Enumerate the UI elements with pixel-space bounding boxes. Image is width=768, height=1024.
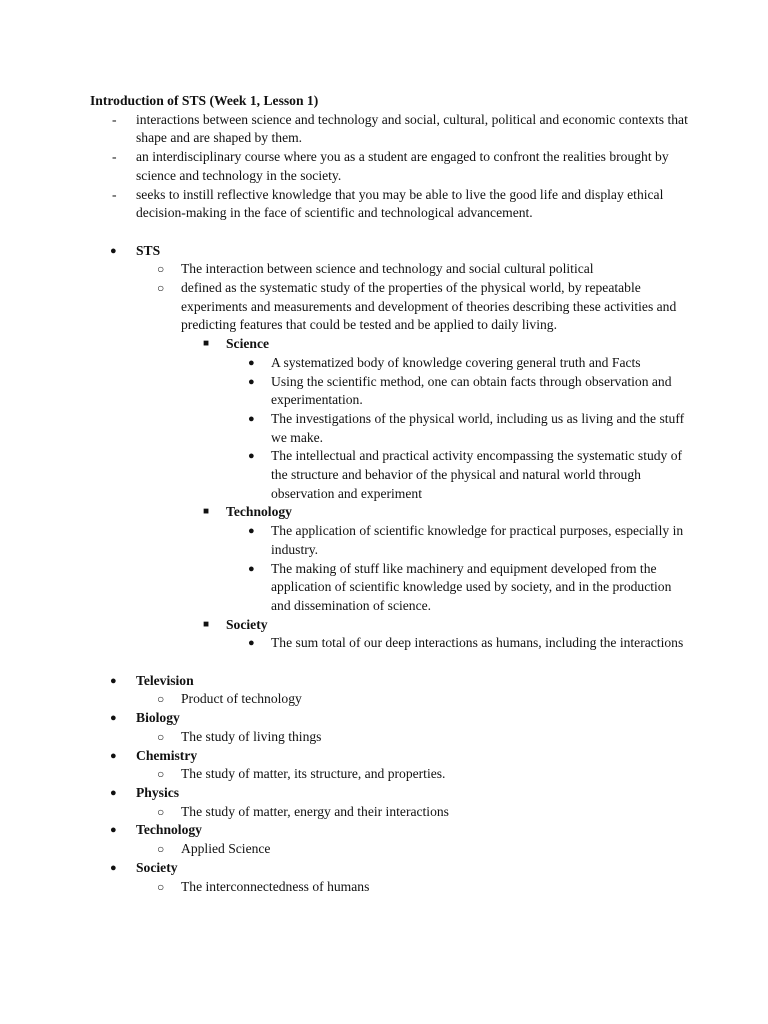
term-item (90, 747, 690, 784)
definition-item (136, 279, 690, 653)
term-label: Technology (136, 822, 202, 838)
definition-item (136, 260, 690, 279)
term-definition-text: The study of matter, energy and their interactions (181, 803, 449, 819)
society-points (226, 634, 690, 653)
bullet-marker: ● (248, 450, 255, 463)
term-label: Society (136, 859, 178, 875)
bullet-marker: ● (248, 375, 255, 388)
spacer (90, 653, 690, 672)
term-definition (136, 728, 690, 747)
bullet-marker: ● (248, 562, 255, 575)
circle-marker: ○ (157, 281, 165, 296)
bullet-marker: ● (110, 786, 117, 799)
term-definition-list (136, 690, 690, 709)
term-definition-list (136, 803, 690, 822)
point-item (226, 354, 690, 373)
point-item (226, 373, 690, 410)
section-science (181, 335, 690, 503)
bullet-marker: ● (248, 525, 255, 538)
point-text: The application of scientific knowledge for practical purposes, especially in industry. (271, 523, 684, 557)
terms-list (90, 672, 690, 896)
intro-text: interactions between science and technology and social, cultural, political and economic contexts that shape and are shaped by them. (136, 111, 688, 146)
spacer (90, 223, 690, 242)
bullet-marker: ● (110, 244, 117, 257)
intro-item (90, 148, 690, 185)
term-definition (136, 690, 690, 709)
point-text: Using the scientific method, one can obtain facts through observation and experimentation. (271, 373, 672, 408)
point-text: The investigations of the physical world, including us as living and the stuff we make. (271, 410, 685, 445)
science-points (226, 354, 690, 504)
term-definition-text: Product of technology (181, 691, 302, 707)
definition-text: defined as the systematic study of the properties of the physical world, by repeatable experiments and measurements and development of theories describing these activities and predicting features that could be tested and be applied to daily living. (181, 280, 677, 333)
definition-text: The interaction between science and technology and social cultural political (181, 261, 594, 277)
term-label: Biology (136, 710, 180, 726)
document-title: Introduction of STS (Week 1, Lesson 1) (90, 93, 319, 108)
point-item (226, 410, 690, 447)
bullet-marker: ● (110, 861, 117, 874)
section-technology (181, 503, 690, 615)
term-label: Physics (136, 784, 180, 800)
term-definition (136, 803, 690, 822)
intro-list (90, 111, 690, 223)
intro-text: an interdisciplinary course where you as a student are engaged to confront the realities brought by science and technology in the society. (136, 149, 669, 183)
term-definition-list (136, 840, 690, 859)
bullet-marker: ● (110, 712, 117, 725)
term-definition (136, 765, 690, 784)
circle-marker: ○ (157, 729, 165, 744)
term-definition-list (136, 765, 690, 784)
section-heading: Society (226, 616, 268, 632)
point-item (226, 634, 690, 653)
point-item (226, 447, 690, 503)
sts-heading: STS (136, 242, 161, 258)
term-definition-text: Applied Science (181, 841, 271, 857)
term-definition-text: The study of living things (181, 728, 322, 744)
bullet-marker: ● (248, 356, 255, 369)
intro-text: seeks to instill reflective knowledge that you may be able to live the good life and display ethical decision-making in the face of scientific and technological advancement. (136, 186, 664, 221)
section-heading: Science (226, 336, 270, 352)
circle-marker: ○ (157, 692, 165, 707)
circle-marker: ○ (157, 842, 165, 857)
dash-marker: - (112, 111, 117, 127)
point-item (226, 522, 690, 559)
term-label: Chemistry (136, 747, 198, 763)
term-definition-list (136, 728, 690, 747)
term-item (90, 859, 690, 896)
term-definition (136, 840, 690, 859)
term-item (90, 821, 690, 858)
document-body (90, 92, 690, 896)
intro-item (90, 186, 690, 223)
bullet-marker: ● (248, 412, 255, 425)
bullet-marker: ● (110, 824, 117, 837)
sts-item (90, 242, 690, 653)
square-marker: ■ (203, 618, 210, 630)
sts-list (90, 242, 690, 653)
term-item (90, 672, 690, 709)
circle-marker: ○ (157, 767, 165, 782)
term-item (90, 709, 690, 746)
term-definition-list (136, 878, 690, 897)
square-marker: ■ (203, 338, 210, 350)
circle-marker: ○ (157, 804, 165, 819)
bullet-marker: ● (110, 749, 117, 762)
square-marker: ■ (203, 506, 210, 518)
point-item (226, 560, 690, 616)
term-definition (136, 878, 690, 897)
point-text: A systematized body of knowledge covering general truth and Facts (271, 354, 641, 370)
bullet-marker: ● (110, 674, 117, 687)
term-definition-text: The study of matter, its structure, and properties. (181, 766, 446, 782)
term-definition-text: The interconnectedness of humans (181, 878, 370, 894)
bullet-marker: ● (248, 637, 255, 650)
intro-item (90, 111, 690, 148)
point-text: The making of stuff like machinery and equipment developed from the application of scientific knowledge used by society, and in the production and dissemination of science. (271, 560, 672, 613)
dash-marker: - (112, 186, 117, 202)
point-text: The intellectual and practical activity encompassing the systematic study of the structure and behavior of the physical and natural world through observation and experiment (271, 448, 683, 501)
section-society (181, 616, 690, 653)
dash-marker: - (112, 149, 117, 165)
technology-points (226, 522, 690, 616)
sts-definitions (136, 260, 690, 653)
term-item (90, 784, 690, 821)
circle-marker: ○ (157, 262, 165, 277)
section-heading: Technology (226, 504, 292, 520)
term-label: Television (136, 672, 194, 688)
point-text: The sum total of our deep interactions as humans, including the interactions (271, 635, 684, 651)
sts-sections (181, 335, 690, 653)
circle-marker: ○ (157, 879, 165, 894)
